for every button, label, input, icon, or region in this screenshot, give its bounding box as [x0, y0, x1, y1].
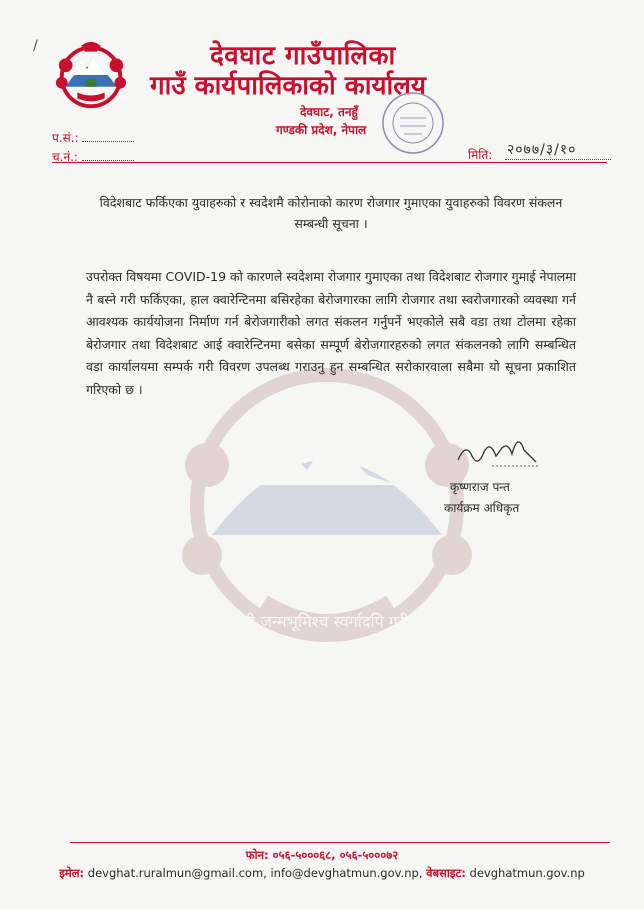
date-label: मिति: [468, 148, 493, 162]
phone-value: ०५६-५०००६८, ०५६-५०००७२ [272, 848, 399, 862]
footer-contacts [0, 866, 644, 881]
ref-number-line [82, 141, 134, 142]
website-value[interactable]: devghatmun.gov.np [469, 866, 585, 880]
notice-body: उपरोक्त विषयमा COVID-19 को कारणले स्वदेशमा रोजगार गुमाएका तथा विदेशबाट रोजगार गुमाई नेपालमा नै बस्ने गरी फर्किएका, हाल क्वारेन्टिनमा बसिरहेका बेरोजगारका लागि रोजगार तथा स्वरोजगारको व्यवस्था गर्न आवश्यक कार्ययोजना निर्माण गर्न बेरोजगारीको लगत संकलन गर्नुपर्ने भएकोले सबै वडा तथा टोलमा रहेका बेरोजगार तथा विदेशबाट आई क्वारेन्टिनमा बसेका सम्पूर्ण बेरोजगारहरुको लगत संकलनको लागि सम्बन्धित वडा कार्यालयमा सम्पर्क गरी विवरण उपलब्ध गराउनु हुन सम्बन्धित सरोकारवाला सबैमा यो सूचना प्रकाशित गरिएको छ । [86, 269, 576, 397]
dispatch-number-label: च.नं.: [52, 150, 78, 164]
signatory-name: कृष्णराज पन्त [450, 480, 510, 494]
header-divider [52, 162, 607, 163]
watermark-motto: जननी जन्मभूमिश्च स्वर्गादपि गरीयसी [221, 612, 433, 631]
nepal-emblem-icon [52, 36, 130, 114]
email-label: इमेल: [59, 866, 85, 880]
email-value[interactable]: devghat.ruralmun@gmail.com, info@devghatmun.gov.np, [87, 866, 423, 880]
office-subtitle: गाउँ कार्यपालिकाको कार्यालय [150, 71, 426, 101]
signatory-title: कार्यक्रम अधिकृत [444, 501, 520, 515]
phone-label: फोन: [245, 848, 269, 862]
date-value: २०७७/३/१० [505, 140, 611, 160]
office-name: देवघाट गाउँपालिका [210, 41, 396, 71]
office-stamp-icon [378, 88, 448, 158]
notice-subject: विदेशबाट फर्किएका युवाहरुको र स्वदेशमै कोरोनाको कारण रोजगार गुमाएका युवाहरुको विवरण संकलन सम्बन्धी सूचना । [99, 195, 563, 231]
website-label: वेबसाइट: [426, 866, 466, 880]
margin-mark: / [33, 38, 38, 54]
signature-icon [452, 422, 542, 474]
footer-phone [0, 848, 644, 863]
address-line-1: देवघाट, तनहुँ [300, 105, 358, 119]
dispatch-number-line [82, 160, 134, 161]
address-line-2: गण्डकी प्रदेश, नेपाल [276, 123, 367, 137]
footer-divider [70, 842, 610, 843]
ref-number-label: प.सं.: [52, 131, 79, 145]
